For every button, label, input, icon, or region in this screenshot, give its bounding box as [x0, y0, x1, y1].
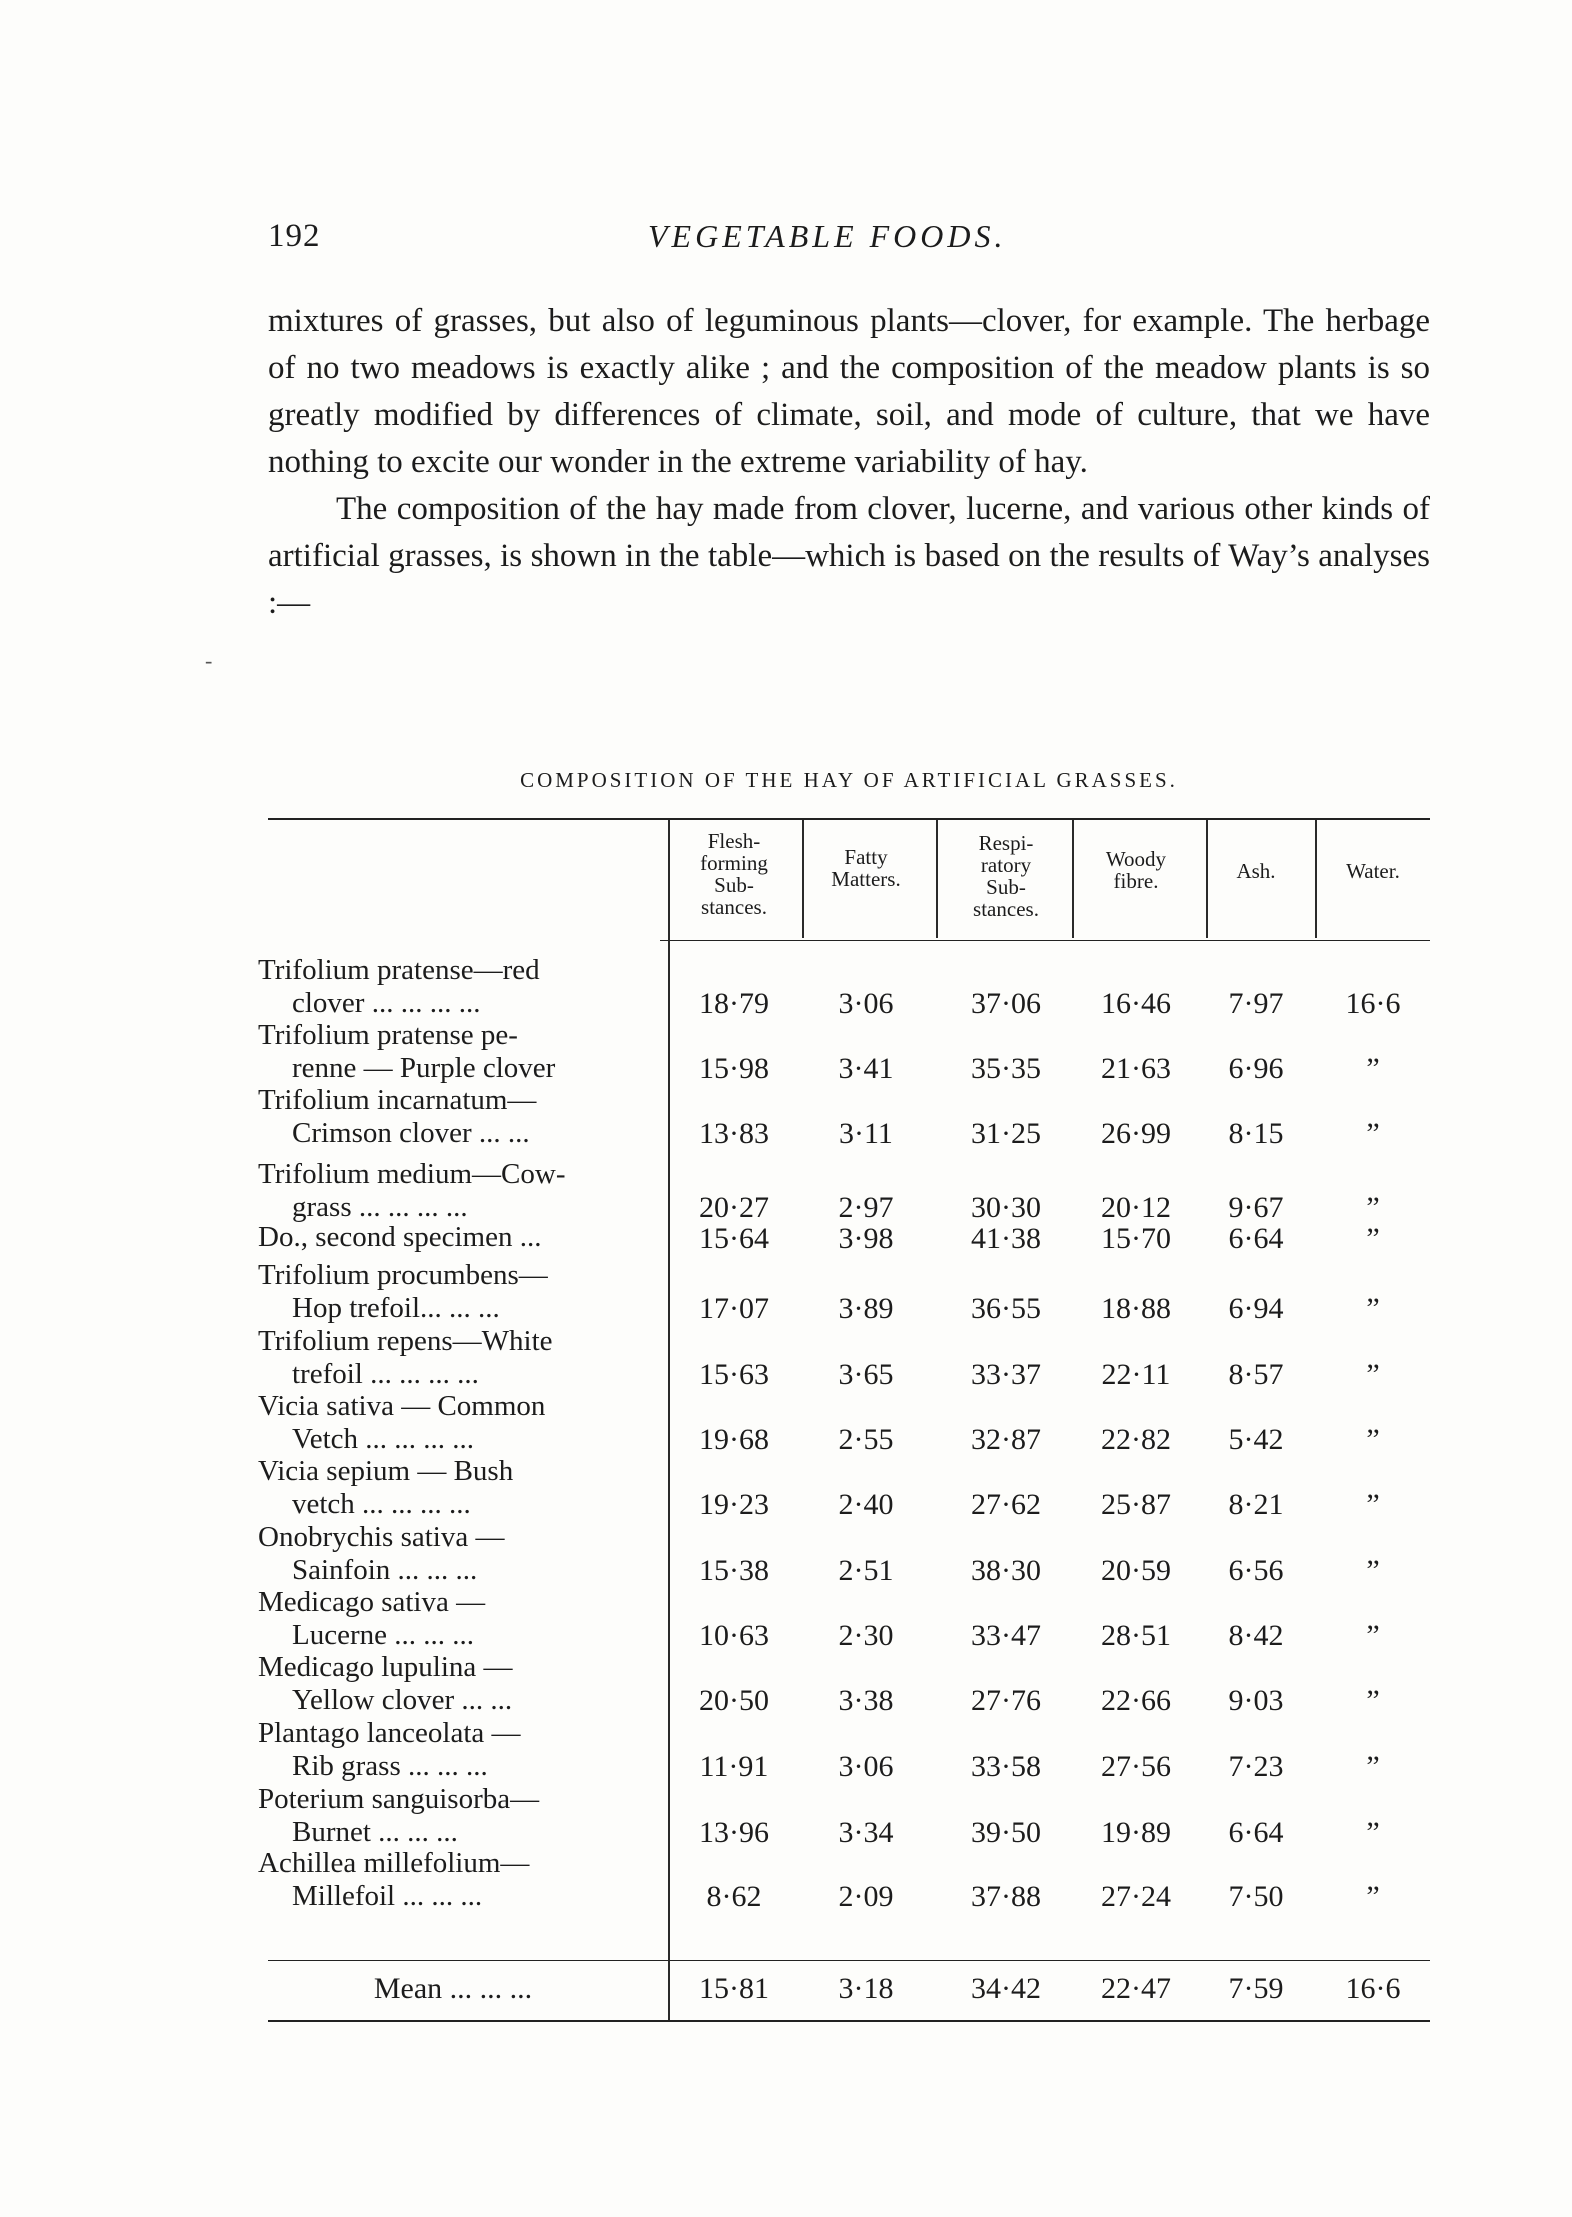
row-label	[258, 1717, 648, 1783]
table-cell: 7·50	[1228, 1880, 1284, 1913]
column-header-line: Ash.	[1236, 859, 1276, 883]
table-cell: 35·35	[971, 1052, 1041, 1085]
column-header-line: Water.	[1346, 859, 1400, 883]
table-cell: 16·6	[1345, 987, 1401, 1020]
table-cell: ”	[1366, 1619, 1380, 1652]
row-label-line: Medicago lupulina —	[258, 1651, 513, 1683]
table-cell: 37·88	[971, 1880, 1041, 1913]
row-label	[258, 1783, 648, 1849]
row-label-line: Vicia sativa — Common	[258, 1390, 546, 1422]
row-label	[258, 1390, 648, 1456]
column-separator	[936, 820, 938, 938]
row-label-line: Onobrychis sativa —	[258, 1521, 505, 1553]
row-label	[258, 1847, 648, 1913]
row-label-line: vetch ... ... ... ...	[292, 1488, 471, 1520]
column-header-line: stances.	[973, 897, 1039, 921]
row-label-line: renne — Purple clover	[292, 1052, 556, 1084]
paragraph-2: The composition of the hay made from clover, lucerne, and various other kinds of artificial grasses, is shown in the table—which is based on the results of Way’s analyses :—	[268, 491, 1430, 621]
column-header	[1193, 860, 1319, 882]
table-cell: 2·40	[838, 1488, 894, 1521]
column-header-line: Fatty	[844, 845, 888, 869]
column-header-line: forming	[700, 851, 768, 875]
column-header	[671, 830, 797, 918]
mean-top-rule	[268, 1960, 1430, 1961]
table-cell: 3·06	[838, 1750, 894, 1783]
row-label	[258, 1019, 648, 1085]
table-cell: 27·76	[971, 1684, 1041, 1717]
table-cell: 33·58	[971, 1750, 1041, 1783]
table-cell: 8·57	[1228, 1358, 1284, 1391]
column-header	[1310, 860, 1436, 882]
paragraph-1: mixtures of grasses, but also of leguminous plants—clover, for example. The herbage of no two meadows is exactly alike ; and the composition of the meadow plants is so greatly modified by differences of climate, soil, and mode of culture, that we have nothing to excite our wonder in the extreme variability of hay.	[268, 303, 1430, 480]
table-cell: 6·96	[1228, 1052, 1284, 1085]
table-caption: COMPOSITION OF THE HAY OF ARTIFICIAL GRASSES.	[520, 768, 1178, 792]
table-cell: 3·89	[838, 1292, 894, 1325]
table-cell: 6·64	[1228, 1222, 1284, 1255]
table-cell: 9·03	[1228, 1684, 1284, 1717]
column-header-line: Sub-	[986, 875, 1026, 899]
mean-cell: 34·42	[971, 1972, 1041, 2005]
table-cell: ”	[1366, 1052, 1380, 1085]
table-cell: 5·42	[1228, 1423, 1284, 1456]
row-label	[258, 1084, 648, 1150]
running-title: VEGETABLE FOODS.	[648, 218, 1007, 254]
table-cell: 6·56	[1228, 1554, 1284, 1587]
row-label-line: Burnet ... ... ...	[292, 1816, 458, 1848]
column-header-line: Sub-	[714, 873, 754, 897]
table-cell: ”	[1366, 1191, 1380, 1224]
table-cell: 8·15	[1228, 1117, 1284, 1150]
table-cell: 18·79	[699, 987, 769, 1020]
table-cell: 2·30	[838, 1619, 894, 1652]
column-separator	[668, 820, 670, 2020]
row-label-line: Achillea millefolium—	[258, 1847, 530, 1879]
row-label-line: Vetch ... ... ... ...	[292, 1423, 475, 1455]
table-cell: 2·51	[838, 1554, 894, 1587]
table-cell: 20·12	[1101, 1191, 1171, 1224]
table-cell: ”	[1366, 1880, 1380, 1913]
row-label-line: Lucerne ... ... ...	[292, 1619, 474, 1651]
table-cell: 7·97	[1228, 987, 1284, 1020]
table-cell: 13·83	[699, 1117, 769, 1150]
table-cell: 17·07	[699, 1292, 769, 1325]
table-cell: 8·21	[1228, 1488, 1284, 1521]
column-header-line: ratory	[980, 853, 1032, 877]
table-cell: 3·41	[838, 1052, 894, 1085]
row-label-line: Trifolium procumbens—	[258, 1259, 548, 1291]
column-header	[803, 846, 929, 890]
table-cell: 3·06	[838, 987, 894, 1020]
table-cell: 41·38	[971, 1222, 1041, 1255]
table-cell: ”	[1366, 1684, 1380, 1717]
table-cell: 20·27	[699, 1191, 769, 1224]
table-cell: 6·94	[1228, 1292, 1284, 1325]
row-label	[258, 954, 648, 1020]
row-label-line: Yellow clover ... ...	[292, 1684, 513, 1716]
row-label-line: trefoil ... ... ... ...	[292, 1358, 479, 1390]
row-label	[258, 1521, 648, 1587]
row-label-line: Trifolium pratense pe-	[258, 1019, 518, 1051]
table-cell: ”	[1366, 1816, 1380, 1849]
table-cell: 22·11	[1101, 1358, 1171, 1391]
table-cell: ”	[1366, 1292, 1380, 1325]
page-number: 192	[268, 218, 321, 254]
body-text	[268, 298, 1430, 627]
table-cell: 3·65	[838, 1358, 894, 1391]
row-label-line: Millefoil ... ... ...	[292, 1880, 483, 1912]
column-header-line: fibre.	[1113, 869, 1159, 893]
table-cell: 33·47	[971, 1619, 1041, 1652]
column-header	[943, 832, 1069, 920]
page-header	[268, 218, 1430, 268]
table-cell: 31·25	[971, 1117, 1041, 1150]
mean-cell: 16·6	[1345, 1972, 1401, 2005]
table-cell: 21·63	[1101, 1052, 1171, 1085]
row-label-line: Trifolium repens—White	[258, 1325, 553, 1357]
row-label	[258, 1259, 648, 1325]
table-cell: ”	[1366, 1750, 1380, 1783]
table-cell: 22·66	[1101, 1684, 1171, 1717]
table-cell: 26·99	[1101, 1117, 1171, 1150]
column-header-line: Matters.	[831, 867, 901, 891]
table-cell: 2·55	[838, 1423, 894, 1456]
table-cell: 27·62	[971, 1488, 1041, 1521]
table-cell: 30·30	[971, 1191, 1041, 1224]
row-label-line: grass ... ... ... ...	[292, 1191, 468, 1223]
row-label-line: Trifolium pratense—red	[258, 954, 540, 986]
table-cell: 15·98	[699, 1052, 769, 1085]
row-label	[258, 1325, 648, 1391]
table-cell: 11·91	[699, 1750, 769, 1783]
table-cell: 15·70	[1101, 1222, 1171, 1255]
row-label	[258, 1455, 648, 1521]
table-cell: 6·64	[1228, 1816, 1284, 1849]
column-header	[1073, 848, 1199, 892]
row-label-line: Hop trefoil... ... ...	[292, 1292, 500, 1324]
table-cell: 25·87	[1101, 1488, 1171, 1521]
table-cell: 20·59	[1101, 1554, 1171, 1587]
table-cell: 19·68	[699, 1423, 769, 1456]
row-label-line: Trifolium incarnatum—	[258, 1084, 537, 1116]
table-cell: 20·50	[699, 1684, 769, 1717]
table-cell: 13·96	[699, 1816, 769, 1849]
table-cell: ”	[1366, 1222, 1380, 1255]
table-cell: 9·67	[1228, 1191, 1284, 1224]
table-cell: 15·38	[699, 1554, 769, 1587]
table-cell: 8·62	[706, 1880, 762, 1913]
table-cell: ”	[1366, 1117, 1380, 1150]
table-cell: ”	[1366, 1488, 1380, 1521]
table-cell: ”	[1366, 1358, 1380, 1391]
table-cell: ”	[1366, 1554, 1380, 1587]
mean-label: Mean ... ... ...	[373, 1972, 533, 2005]
table-cell: 3·38	[838, 1684, 894, 1717]
mean-cell: 3·18	[838, 1972, 894, 2005]
table-cell: 3·34	[838, 1816, 894, 1849]
row-label	[258, 1158, 648, 1224]
table-cell: 37·06	[971, 987, 1041, 1020]
table-cell: 2·09	[838, 1880, 894, 1913]
row-label-line: Sainfoin ... ... ...	[292, 1554, 478, 1586]
table-cell: 28·51	[1101, 1619, 1171, 1652]
row-label-line: Crimson clover ... ...	[292, 1117, 530, 1149]
mean-cell: 7·59	[1228, 1972, 1284, 2005]
table-cell: 15·64	[699, 1222, 769, 1255]
table-cell: 38·30	[971, 1554, 1041, 1587]
margin-mark: -	[205, 648, 213, 673]
table-cell: 27·24	[1101, 1880, 1171, 1913]
table-cell: 22·82	[1101, 1423, 1171, 1456]
table-cell: ”	[1366, 1423, 1380, 1456]
table-cell: 7·23	[1228, 1750, 1284, 1783]
row-label-line: Poterium sanguisorba—	[258, 1783, 540, 1815]
table-cell: 10·63	[699, 1619, 769, 1652]
row-label-line: Rib grass ... ... ...	[292, 1750, 488, 1782]
header-bottom-rule	[660, 940, 1430, 941]
row-label	[258, 1651, 648, 1717]
row-label-line: Do., second specimen ...	[258, 1221, 542, 1253]
column-header-line: Respi-	[978, 831, 1034, 855]
row-label-line: Trifolium medium—Cow-	[258, 1158, 566, 1190]
column-header-line: Flesh-	[707, 829, 761, 853]
table-top-rule	[268, 818, 1430, 820]
table-cell: 33·37	[971, 1358, 1041, 1391]
row-label	[258, 1586, 648, 1652]
column-header-line: stances.	[701, 895, 767, 919]
table-cell: 27·56	[1101, 1750, 1171, 1783]
table-cell: 19·23	[699, 1488, 769, 1521]
table-bottom-rule	[268, 2020, 1430, 2022]
table-cell: 16·46	[1101, 987, 1171, 1020]
column-header-line: Woody	[1105, 847, 1167, 871]
table-cell: 36·55	[971, 1292, 1041, 1325]
table-cell: 2·97	[838, 1191, 894, 1224]
row-label-line: Vicia sepium — Bush	[258, 1455, 514, 1487]
mean-cell: 22·47	[1101, 1972, 1171, 2005]
row-label-line: clover ... ... ... ...	[292, 987, 481, 1019]
table-cell: 39·50	[971, 1816, 1041, 1849]
row-label	[258, 1221, 648, 1254]
row-label-line: Plantago lanceolata —	[258, 1717, 521, 1749]
table-cell: 8·42	[1228, 1619, 1284, 1652]
table-cell: 3·11	[839, 1117, 893, 1150]
table-cell: 19·89	[1101, 1816, 1171, 1849]
table-cell: 3·98	[838, 1222, 894, 1255]
row-label-line: Medicago sativa —	[258, 1586, 486, 1618]
table-cell: 18·88	[1101, 1292, 1171, 1325]
mean-cell: 15·81	[699, 1972, 769, 2005]
table-cell: 32·87	[971, 1423, 1041, 1456]
table-cell: 15·63	[699, 1358, 769, 1391]
